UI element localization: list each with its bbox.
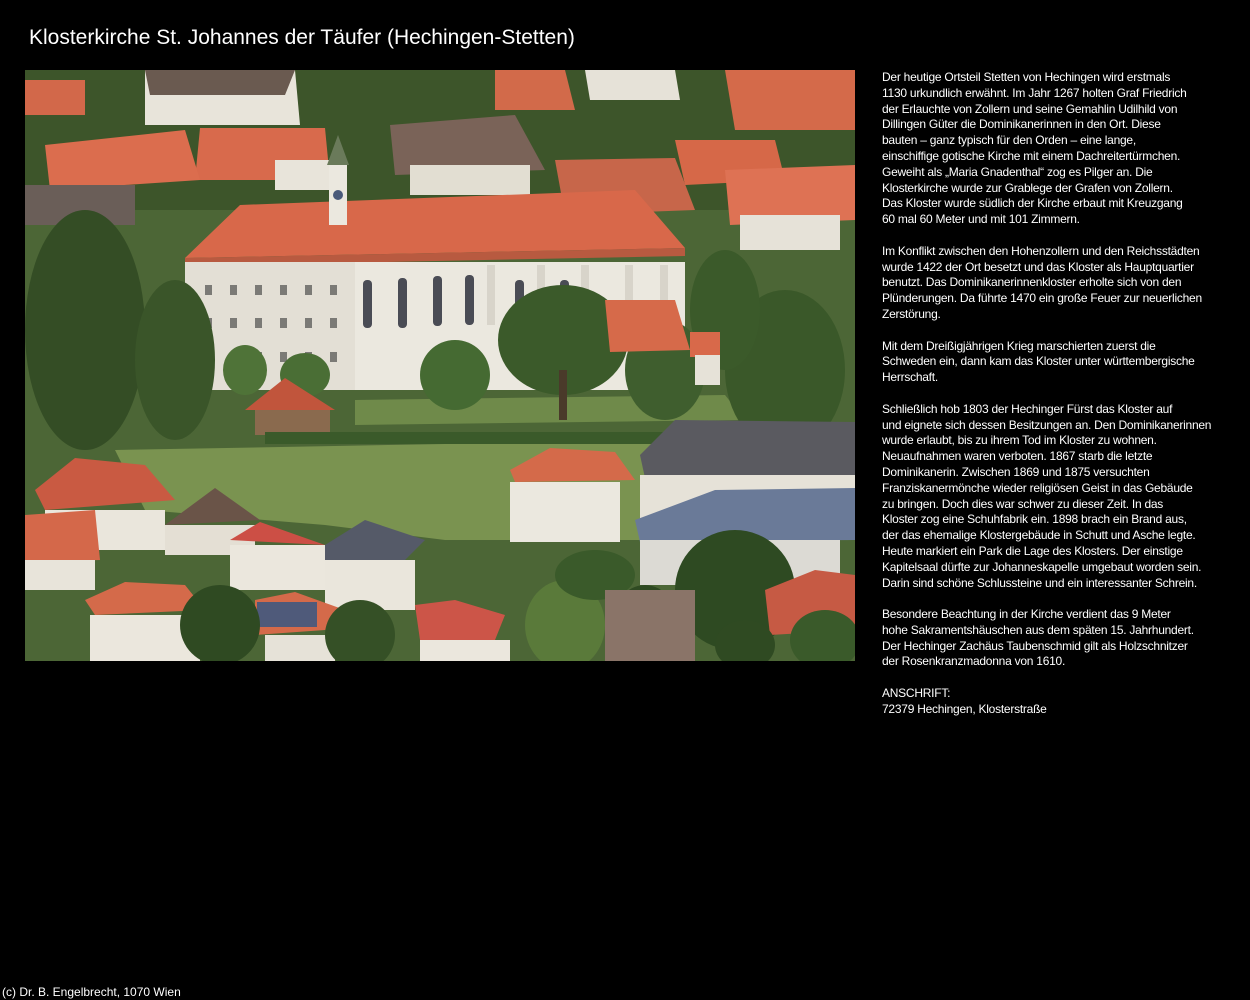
article-text — [882, 70, 1234, 718]
article-paragraph-4: Schließlich hob 1803 der Hechinger Fürst das Kloster auf und eignete sich dessen Besitzungen an. Den Dominikanerinnen wurde erlaubt, bis zu ihrem Tod im Kloster zu wohnen. Neuaufnahmen waren verboten. 1867 starb die letzte Dominikanerin. Zwischen 1869 und 1875 versuchten Franziskanermönche wieder religiösen Geist in das Gebäude zu bringen. Doch dies war schwer zu dieser Zeit. In das Kloster zog eine Schuhfabrik ein. 1898 brach ein Brand aus, der das ehemalige Klostergebäude in Schutt und Asche legte. Heute markiert ein Park die Lage des Klosters. Der einstige Kapitelsaal dürfte zur Johanneskapelle umgebaut worden sein. Darin sind schöne Schlussteine und ein interessanter Schrein. — [882, 401, 1212, 590]
article-paragraph-5: Besondere Beachtung in der Kirche verdient das 9 Meter hohe Sakramentshäuschen aus dem späten 15. Jahrhundert. Der Hechinger Zachäus Taubenschmid gilt als Holzschnitzer der Rosenkranzmadonna von 1610. — [882, 607, 1194, 669]
page-title: Klosterkirche St. Johannes der Täufer (Hechingen-Stetten) — [29, 26, 575, 49]
article-paragraph-1: Der heutige Ortsteil Stetten von Hechingen wird erstmals 1130 urkundlich erwähnt. Im Jahr 1267 holten Graf Friedrich der Erlauchte von Zollern und seine Gemahlin Udilhild von Dillingen Güter die Dominikanerinnen in den Ort. Diese bauten – ganz typisch für den Orden – eine lange, einschiffige gotische Kirche mit einem Dachreitertürmchen. Geweiht als „Maria Gnadenthal“ zog es Pilger an. Die Klosterkirche wurde zur Grablege der Grafen von Zollern. Das Kloster wurde südlich der Kirche erbaut mit Kreuzgang 60 mal 60 Meter und mit 101 Zimmern. — [882, 70, 1187, 227]
church-photo — [25, 70, 855, 661]
address-label: ANSCHRIFT: — [882, 686, 951, 701]
article-paragraph-2: Im Konflikt zwischen den Hohenzollern und den Reichsstädten wurde 1422 der Ort besetzt und das Kloster als Hauptquartier benutzt. Das Dominikanerinnenkloster erholte sich von den Plünderungen. Da führte 1470 ein große Feuer zur neuerlichen Zerstörung. — [882, 243, 1202, 321]
address-value: 72379 Hechingen, Klosterstraße — [882, 701, 1047, 716]
copyright-footer: (c) Dr. B. Engelbrecht, 1070 Wien — [2, 985, 181, 999]
address-block — [882, 686, 1234, 718]
article-paragraph-3: Mit dem Dreißigjährigen Krieg marschierten zuerst die Schweden ein, dann kam das Kloster unter württembergische Herrschaft. — [882, 338, 1195, 385]
